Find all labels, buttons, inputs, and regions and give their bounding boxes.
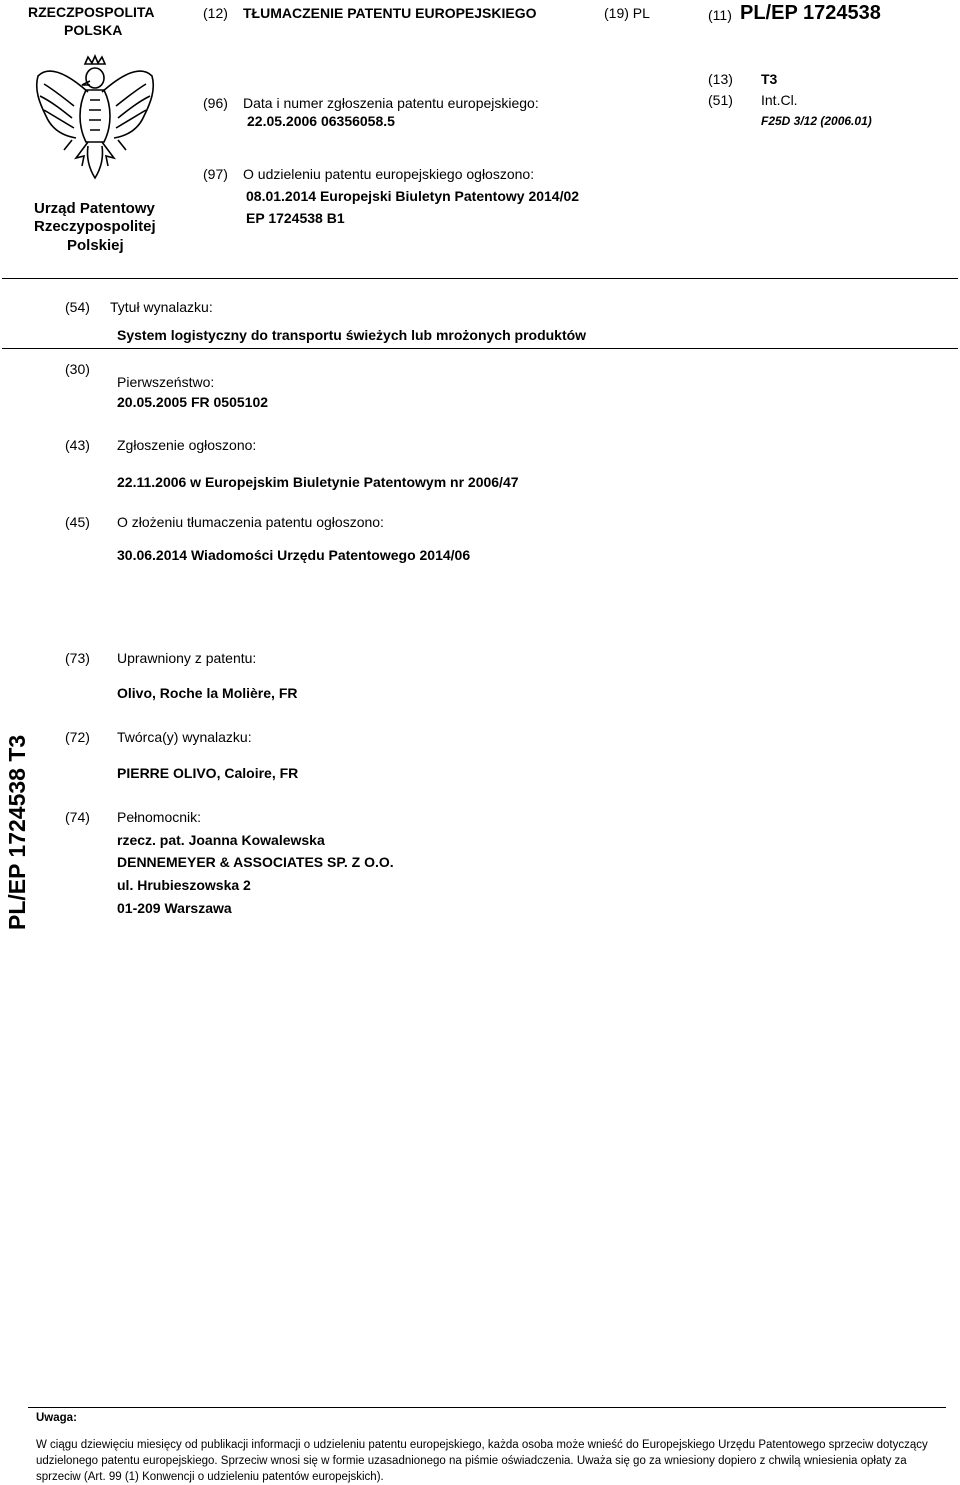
- application-label: Data i numer zgłoszenia patentu europejskiego:: [243, 95, 539, 111]
- grant-code: (97): [203, 166, 228, 182]
- grant-label: O udzieleniu patentu europejskiego ogłoszono:: [243, 166, 535, 182]
- polish-eagle-emblem: [30, 54, 160, 184]
- priority-code: (30): [65, 361, 90, 377]
- country-code: (19) PL: [604, 5, 650, 21]
- application-code: (96): [203, 95, 228, 111]
- country-name-line2: POLSKA: [64, 22, 123, 38]
- inventor-label: Twórca(y) wynalazku:: [117, 729, 252, 745]
- doc-type-code: (12): [203, 5, 228, 21]
- translation-publication-code: (45): [65, 514, 90, 530]
- number-code: (11): [708, 7, 732, 23]
- title-code: (54): [65, 299, 90, 315]
- grant-value: 08.01.2014 Europejski Biuletyn Patentowy 2014/02: [246, 188, 580, 204]
- application-publication-code: (43): [65, 437, 90, 453]
- side-patent-label: PL/EP 1724538 T3: [4, 734, 30, 930]
- proprietor-code: (73): [65, 650, 90, 666]
- classification-value: F25D 3/12 (2006.01): [761, 114, 872, 128]
- doc-type: TŁUMACZENIE PATENTU EUROPEJSKIEGO: [243, 5, 537, 21]
- grant-publication: EP 1724538 B1: [246, 210, 345, 226]
- patent-number: PL/EP 1724538: [740, 2, 881, 24]
- notice-title: Uwaga:: [36, 1412, 77, 1424]
- kind-code: (13): [708, 71, 733, 87]
- attorney-code: (74): [65, 809, 90, 825]
- inventor-value: PIERRE OLIVO, Caloire, FR: [117, 765, 299, 781]
- attorney-line: ul. Hrubieszowska 2: [117, 877, 251, 893]
- invention-title: System logistyczny do transportu świeżych lub mrożonych produktów: [117, 327, 587, 343]
- title-separator: [2, 348, 958, 349]
- attorney-line: rzecz. pat. Joanna Kowalewska: [117, 832, 325, 848]
- office-name-line2: Rzeczypospolitej: [34, 218, 156, 235]
- attorney-line: DENNEMEYER & ASSOCIATES SP. Z O.O.: [117, 854, 394, 870]
- priority-label: Pierwszeństwo:: [117, 374, 215, 390]
- office-name-line3: Polskiej: [67, 237, 124, 254]
- country-name-line1: RZECZPOSPOLITA: [28, 4, 155, 20]
- application-publication-value: 22.11.2006 w Europejskim Biuletynie Patentowym nr 2006/47: [117, 474, 519, 490]
- notice-separator: [28, 1407, 946, 1408]
- title-label: Tytuł wynalazku:: [110, 299, 213, 315]
- notice-text: W ciągu dziewięciu miesięcy od publikacji informacji o udzieleniu patentu europejskiego, każda osoba może wnieść do Europejskiego Urzędu Patentowego sprzeciw dotyczący udzielonego patentu europejskiego. Sprzeciw wnosi się w formie uzasadnionego na piśmie oświadczenia. Uważa się go za wniesiony dopiero z chwilą wniesienia opłaty za sprzeciw (Art. 99 (1) Konwencji o udzieleniu patentów europejskich).: [36, 1439, 928, 1483]
- translation-publication-value: 30.06.2014 Wiadomości Urzędu Patentowego 2014/06: [117, 547, 471, 563]
- attorney-line: 01-209 Warszawa: [117, 900, 232, 916]
- classification-code: (51): [708, 92, 733, 108]
- application-publication-label: Zgłoszenie ogłoszono:: [117, 437, 257, 453]
- priority-value: 20.05.2005 FR 0505102: [117, 394, 269, 410]
- kind-value: T3: [761, 71, 778, 87]
- translation-publication-label: O złożeniu tłumaczenia patentu ogłoszono:: [117, 514, 384, 530]
- office-name-line1: Urząd Patentowy: [34, 200, 155, 217]
- classification-label: Int.Cl.: [761, 92, 798, 108]
- attorney-label: Pełnomocnik:: [117, 809, 202, 825]
- inventor-code: (72): [65, 729, 90, 745]
- proprietor-value: Olivo, Roche la Molière, FR: [117, 685, 298, 701]
- application-value: 22.05.2006 06356058.5: [247, 113, 395, 129]
- proprietor-label: Uprawniony z patentu:: [117, 650, 257, 666]
- header-separator: [2, 278, 958, 279]
